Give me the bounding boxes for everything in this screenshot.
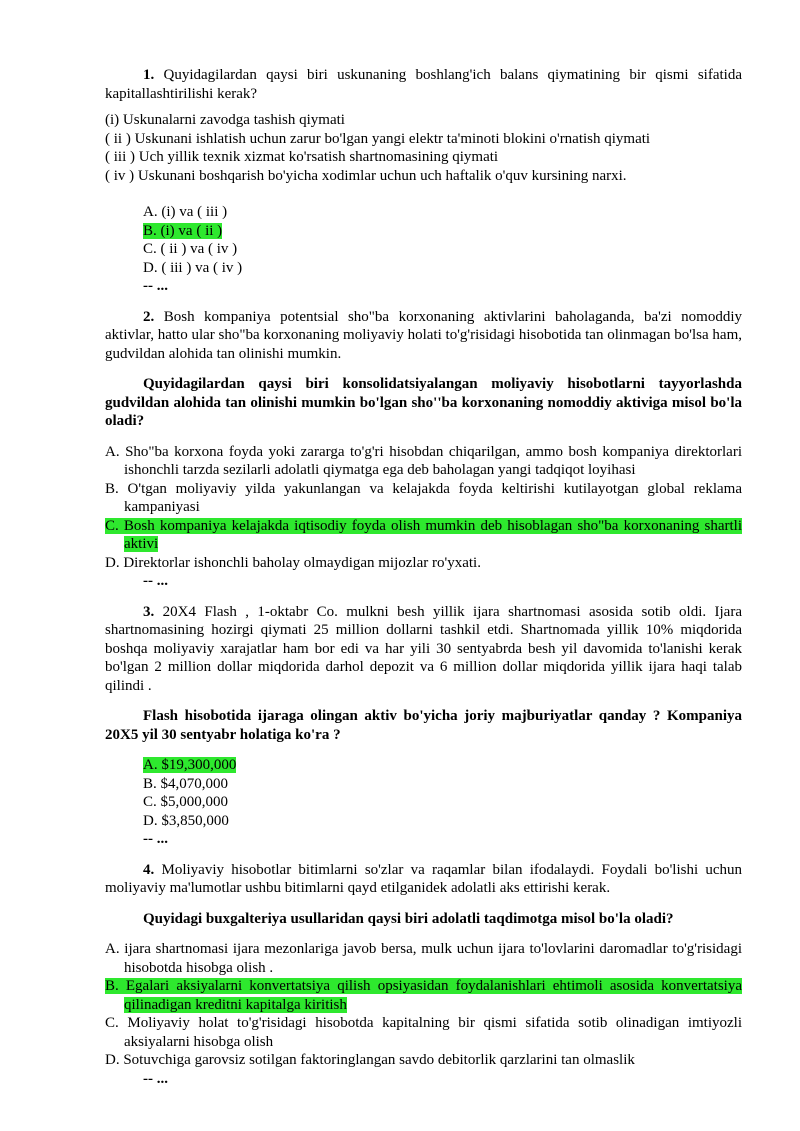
q2-option-a[interactable]: A. Sho"ba korxona foyda yoki zararga to'g'ri hisobdan chiqarilgan, ammo bosh kompaniya direktorlari ishonchli tarzda sezilarli adolatli qiymatga ega deb baholagan yangi tadqiqot loyihasi (105, 443, 742, 478)
q3-text: 20X4 Flash , 1-oktabr Co. mulkni besh yillik ijara shartnomasi asosida sotib oldi. Ijara shartnomasining hozirgi qiymati 25 million dollarni tashkil etdi. Shartnomada yillik 10% miqdorida boshqa moliyaviy xarajatlar ham bor edi va har yili 30 sentyabrda besh yil davomida to'lanishi kerak bo'lgan 2 million dollar miqdorida darhol depozit va 6 million dollar miqdorida yillik ijara haqi talab qilindi . (105, 603, 742, 694)
q4-number: 4. (143, 861, 155, 878)
q4-options (105, 940, 742, 1088)
q1-option-b-correct[interactable]: B. (i) va ( ii ) (143, 222, 223, 239)
q4-option-d[interactable]: D. Sotuvchiga garovsiz sotilgan faktoringlangan savdo debitorlik qarzlarini tan olmaslik (105, 1052, 635, 1068)
q4-option-a[interactable]: A. ijara shartnomasi ijara mezonlariga javob bersa, mulk uchun ijara to'lovlarini daromadlar to'g'risidagi hisobotda hisobga olish . (105, 941, 742, 976)
q2-options (105, 443, 742, 591)
q1-end-marker: -- ... (143, 278, 168, 294)
q3-option-c[interactable]: C. $5,000,000 (143, 794, 229, 810)
q1-item: ( ii ) Uskunani ishlatish uchun zarur bo'lgan yangi elektr ta'minoti blokini o'rnatish qiymati (105, 130, 651, 147)
q3-end-marker: -- ... (143, 831, 168, 847)
q4-stem (105, 861, 742, 898)
q2-option-c-correct[interactable]: C. Bosh kompaniya kelajakda iqtisodiy foyda olish mumkin deb hisoblagan sho"ba korxonaning shartli aktivi (105, 517, 742, 552)
q1-option-a[interactable]: A. (i) va ( iii ) (143, 204, 228, 220)
q3-number: 3. (143, 603, 155, 620)
q1-items (105, 111, 742, 185)
q1-item: (i) Uskunalarni zavodga tashish qiymati (105, 112, 345, 128)
q1-stem (105, 66, 742, 103)
q3-option-a-correct[interactable]: A. $19,300,000 (143, 757, 237, 773)
q1-options (143, 203, 742, 296)
q2-option-d[interactable]: D. Direktorlar ishonchli baholay olmaydigan mijozlar ro'yxati. (105, 554, 481, 571)
q3-question: Flash hisobotida ijaraga olingan aktiv bo'yicha joriy majburiyatlar qanday ? Kompaniya 20X5 yil 30 sentyabr holatiga ko'ra ? (105, 708, 742, 743)
q4-option-c[interactable]: C. Moliyaviy holat to'g'risidagi hisobotda kapitalning bir qismi sifatida sotib olinadigan imtiyozli aksiyalarni hisobga olish (105, 1015, 742, 1050)
q3-option-b[interactable]: B. $4,070,000 (143, 775, 229, 792)
q1-item: ( iii ) Uch yillik texnik xizmat ko'rsatish shartnomasining qiymati (105, 149, 499, 165)
q2-number: 2. (143, 308, 155, 325)
q1-text: Quyidagilardan qaysi biri uskunaning boshlang'ich balans qiymatining bir qismi sifatida kapitallashtirilishi kerak? (105, 67, 742, 102)
q2-end-marker: -- ... (143, 573, 168, 589)
q4-option-b-correct[interactable]: B. Egalari aksiyalarni konvertatsiya qilish opsiyasidan foydalanishlari ehtimoli asosida konvertatsiya qilinadigan kreditni kapitalga kiritish (105, 978, 742, 1013)
q2-stem (105, 308, 742, 364)
q4-text: Moliyaviy hisobotlar bitimlarni so'zlar va raqamlar bilan ifodalaydi. Foydali bo'lishi uchun moliyaviy ma'lumotlar ushbu bitimlarni qayd etilganidek adolatli aks ettirishi kerak. (105, 861, 742, 896)
document-page (105, 66, 742, 1088)
q1-option-d[interactable]: D. ( iii ) va ( iv ) (143, 259, 243, 276)
q3-stem (105, 603, 742, 696)
q2-question: Quyidagilardan qaysi biri konsolidatsiyalangan moliyaviy hisobotlarni tayyorlashda gudvildan alohida tan olinishi mumkin bo'lgan sho''ba korxonaning nomoddiy aktiviga misol bo'la oladi? (105, 376, 742, 429)
q4-question: Quyidagi buxgalteriya usullaridan qaysi biri adolatli taqdimotga misol bo'la oladi? (143, 910, 674, 927)
q4-end-marker: -- ... (143, 1070, 168, 1087)
q3-options (143, 756, 742, 849)
q2-text: Bosh kompaniya potentsial sho"ba korxonaning aktivlarini baholaganda, ba'zi nomoddiy aktivlar, hatto ular sho"ba korxonaning moliyaviy holati to'g'risidagi hisobotida tan olinmagan bo'lsa ham, gudvildan alohida tan olinishi mumkin. (105, 308, 742, 362)
q1-number: 1. (143, 67, 155, 83)
q1-item: ( iv ) Uskunani boshqarish bo'yicha xodimlar uchun uch haftalik o'quv kursining narxi. (105, 167, 627, 184)
q3-option-d[interactable]: D. $3,850,000 (143, 812, 229, 829)
q2-option-b[interactable]: B. O'tgan moliyaviy yilda yakunlangan va kelajakda foyda keltirishi kutilayotgan global reklama kampaniyasi (105, 480, 742, 515)
q1-option-c[interactable]: C. ( ii ) va ( iv ) (143, 241, 238, 257)
